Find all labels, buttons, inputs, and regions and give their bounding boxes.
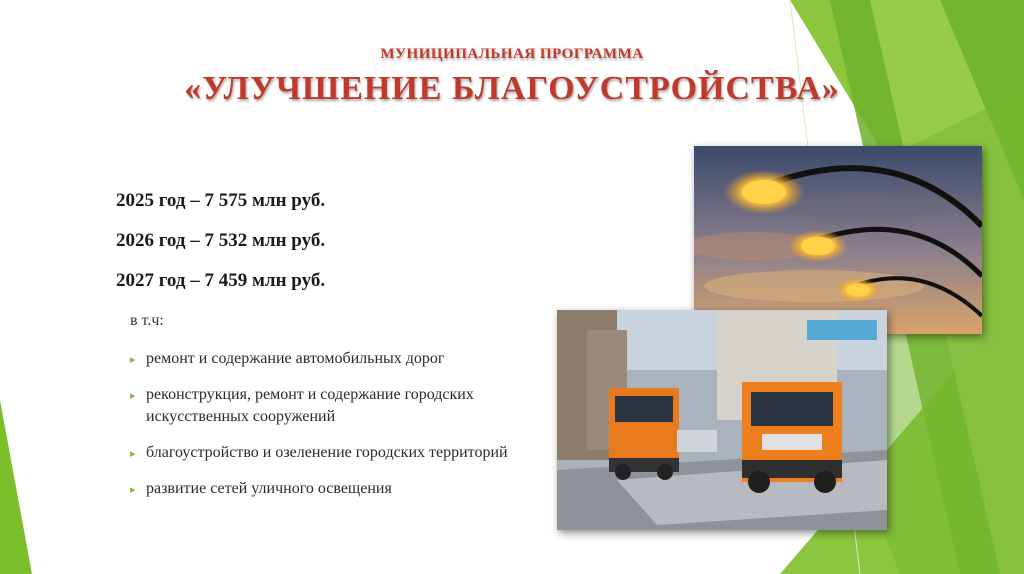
list-item: ▸ ремонт и содержание автомобильных дорог — [130, 348, 530, 370]
page-title: «УЛУЧШЕНИЕ БЛАГОУСТРОЙСТВА» — [184, 70, 840, 107]
budget-line-2027: 2027 год – 7 459 млн руб. — [116, 270, 326, 291]
program-directions-list — [130, 348, 530, 514]
budget-line-2026: 2026 год – 7 532 млн руб. — [116, 230, 326, 251]
street-cleaning-photo — [557, 310, 887, 530]
triangle-bullet-icon: ▸ — [130, 390, 136, 402]
list-item: ▸ развитие сетей уличного освещения — [130, 478, 530, 500]
list-item: ▸ реконструкция, ремонт и содержание городских искусственных сооружений — [130, 386, 474, 425]
list-item: ▸ благоустройство и озеленение городских территорий — [130, 442, 530, 464]
including-label: в т.ч: — [130, 312, 164, 329]
street-lights-photo — [694, 146, 982, 334]
program-subtitle: МУНИЦИПАЛЬНАЯ ПРОГРАММА — [380, 46, 644, 62]
triangle-bullet-icon: ▸ — [130, 354, 136, 366]
triangle-bullet-icon: ▸ — [130, 448, 136, 460]
triangle-bullet-icon: ▸ — [130, 484, 136, 496]
budget-line-2025: 2025 год – 7 575 млн руб. — [116, 190, 326, 211]
